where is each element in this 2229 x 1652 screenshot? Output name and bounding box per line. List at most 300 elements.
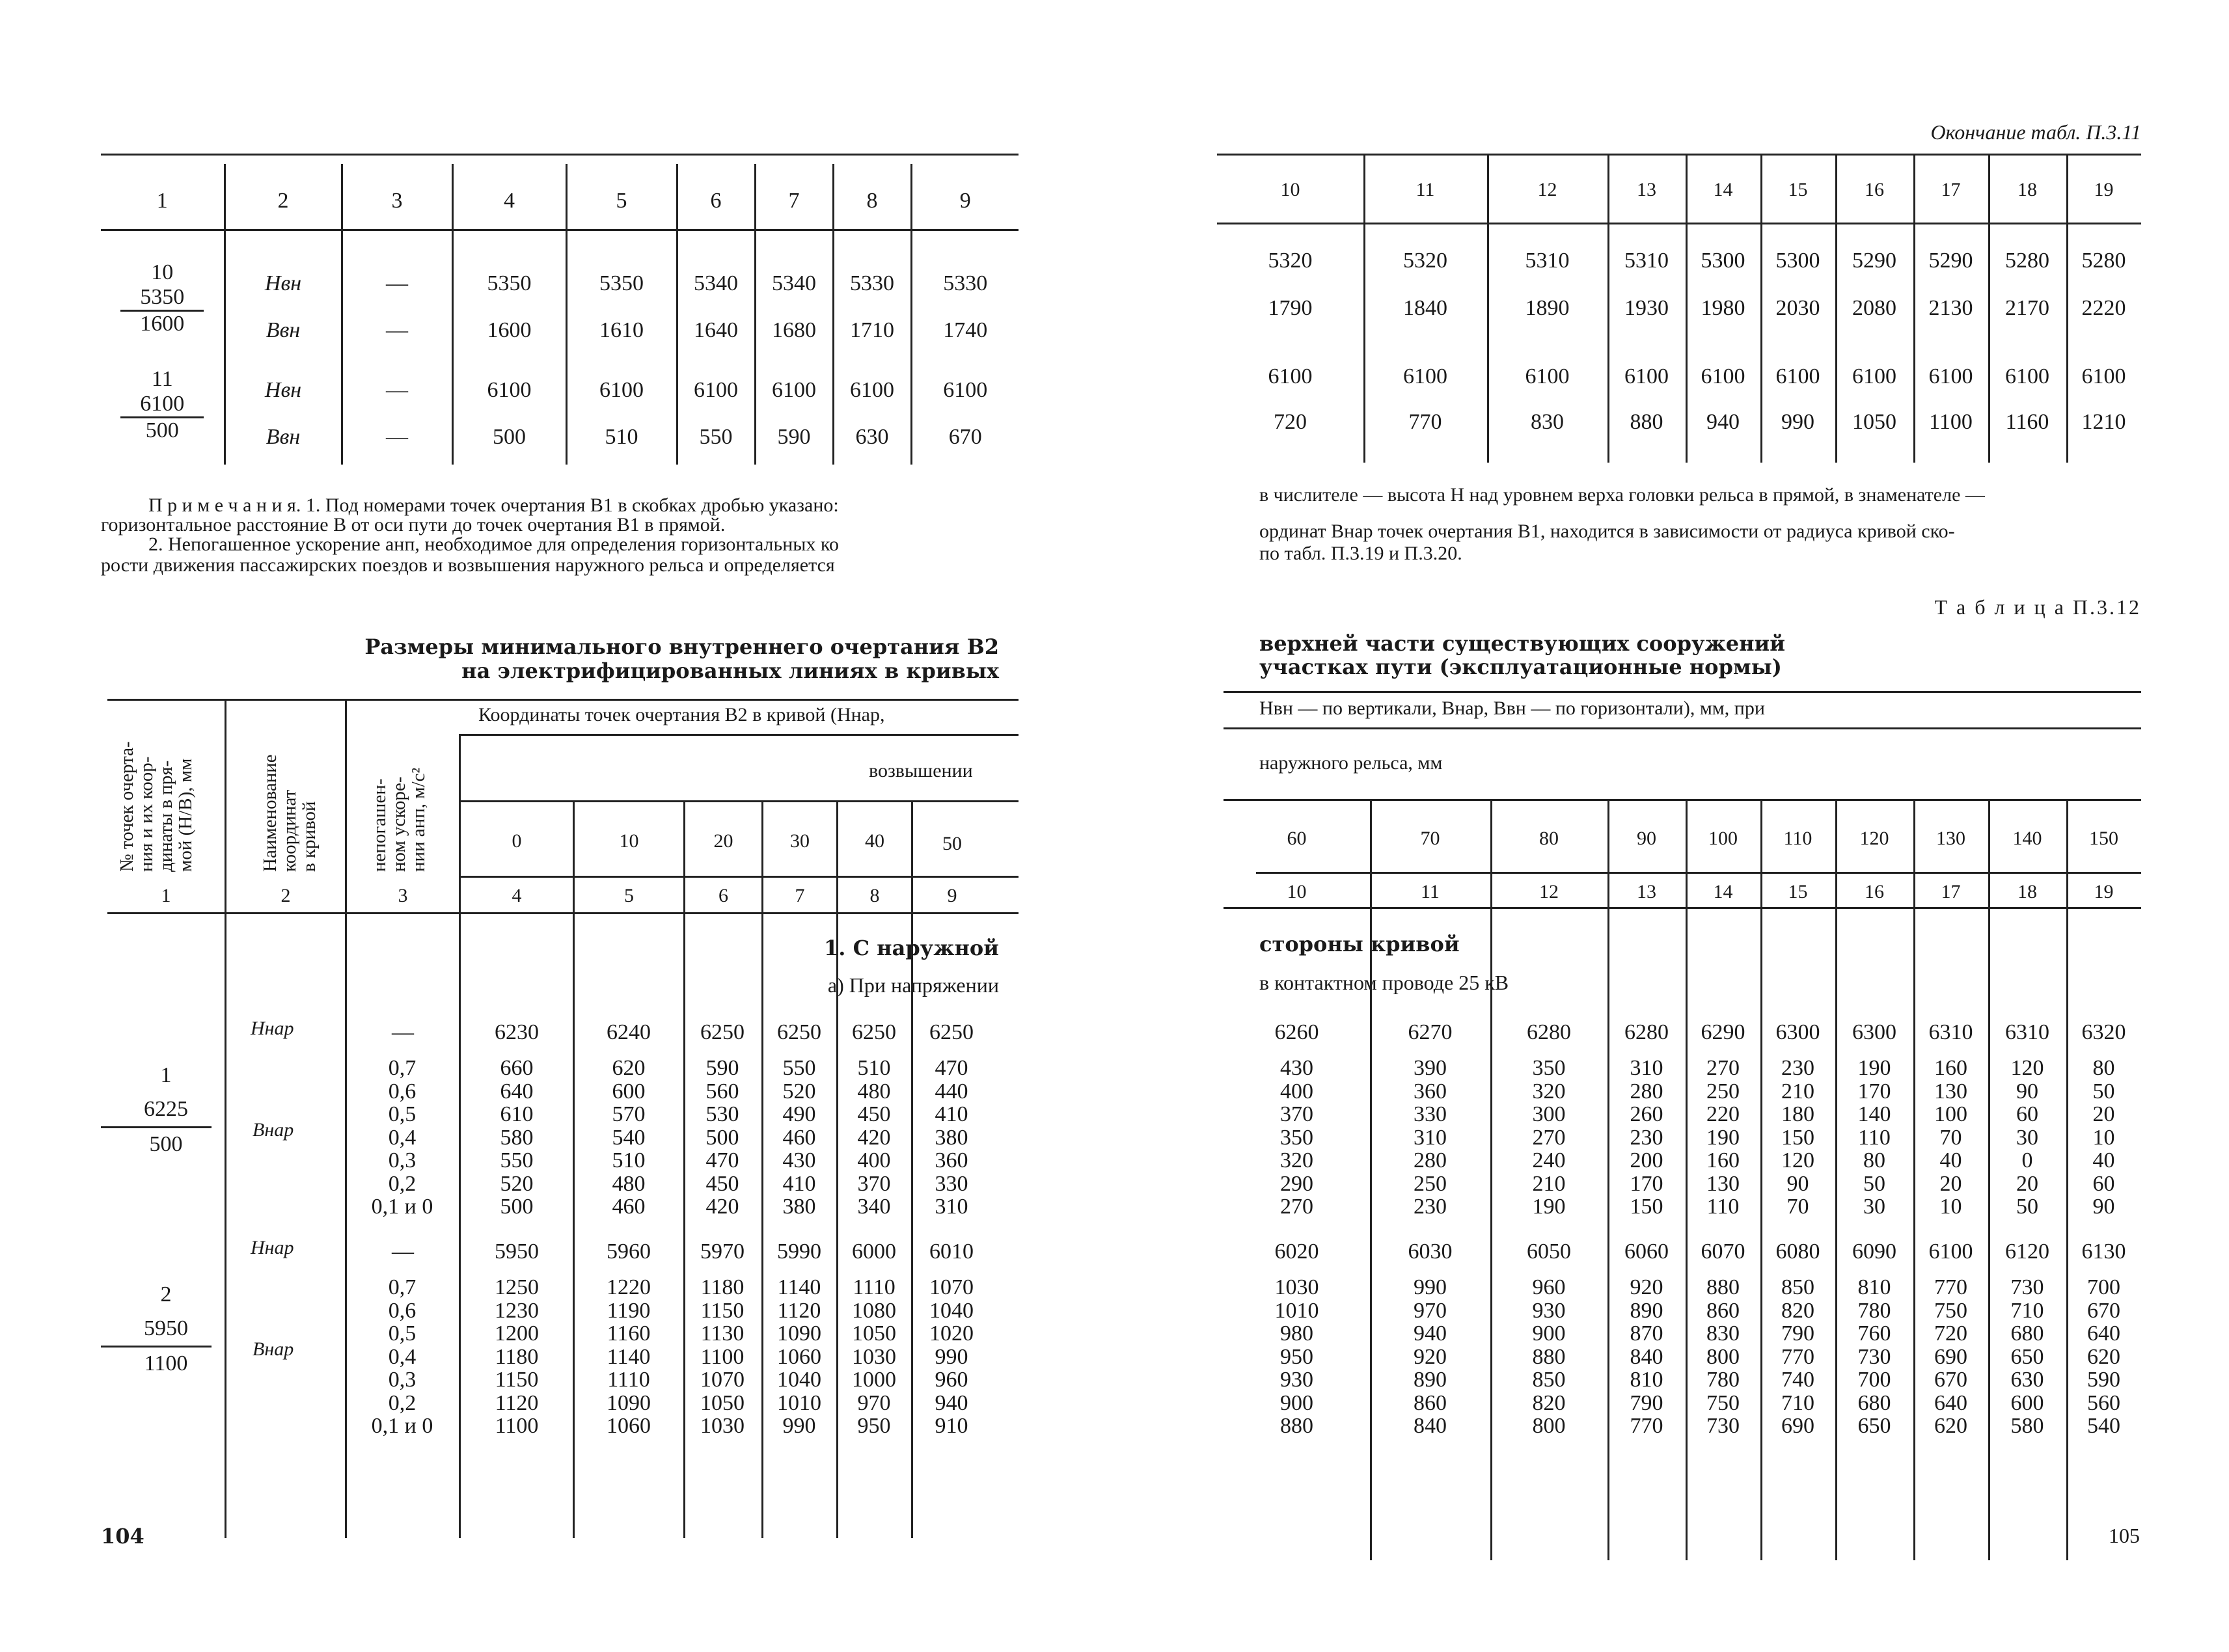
value-header: 90 [1637, 828, 1656, 849]
b-value: 460 [782, 1125, 816, 1150]
value-cell: 1790 [1268, 296, 1313, 320]
fraction-denominator: 1100 [144, 1351, 188, 1375]
b-value: 540 [612, 1125, 646, 1150]
col-number: 4 [512, 885, 522, 906]
h-value: 6100 [599, 378, 644, 402]
left-top-table-header-row [101, 164, 1019, 229]
value-cell [833, 229, 911, 354]
b-value: 400 [1280, 1079, 1313, 1104]
h-value: 5960 [607, 1239, 651, 1264]
b-value: 1140 [777, 1275, 821, 1299]
value-cell: 1100 [1929, 410, 1973, 434]
col-number: 1 [161, 885, 171, 906]
value-cell: 1840 [1403, 296, 1447, 320]
b-value: 580 [500, 1125, 534, 1150]
col-number: 17 [1941, 881, 1961, 902]
right-sub-header: наружного рельса, мм [1259, 752, 1443, 774]
b-value: 910 [935, 1414, 968, 1438]
b-value: 420 [705, 1195, 739, 1219]
b-value: 800 [1532, 1414, 1566, 1438]
b-value: 1020 [929, 1321, 974, 1346]
b-value: 1070 [929, 1275, 974, 1299]
value-cell [911, 229, 1019, 354]
b-value: 750 [1706, 1390, 1740, 1415]
dash: — [386, 378, 408, 402]
b-value: 980 [1280, 1321, 1313, 1346]
point-fraction [120, 285, 204, 336]
b-value: 620 [612, 1056, 646, 1080]
subsection-title: а) При напряжении [827, 973, 999, 997]
value-cell: 1160 [2005, 410, 2049, 434]
b-value: 80 [2092, 1056, 2115, 1080]
b-value: 1040 [777, 1368, 821, 1392]
b-value: 510 [857, 1056, 891, 1080]
b-value: 920 [1414, 1344, 1447, 1369]
header-cell: 15 [1788, 179, 1808, 200]
col-number: 6 [718, 885, 728, 906]
b-value: 200 [1630, 1148, 1663, 1172]
b-value: 510 [612, 1148, 646, 1172]
b-value: 390 [1414, 1056, 1447, 1080]
b-value: 20 [2092, 1102, 2115, 1126]
dash: — [386, 318, 408, 342]
h-value: 6010 [929, 1239, 974, 1264]
h-value: 6310 [1928, 1020, 1973, 1044]
b-value: 810 [1857, 1275, 1891, 1299]
col-number: 15 [1788, 881, 1808, 902]
vertical-rule [1988, 910, 1990, 1560]
col1-header-line: динаты в пря- [156, 760, 176, 872]
coord-b: Внар [253, 1119, 294, 1141]
b-value: 730 [2010, 1275, 2044, 1299]
b-value: 880 [1280, 1414, 1313, 1438]
header-cell: 1 [101, 164, 225, 229]
left-note-line: П р и м е ч а н и я. 1. Под номерами точек очертания В1 в скобках дробью указано: [148, 494, 839, 516]
b-value: 590 [705, 1056, 739, 1080]
col2-header-line: координат [279, 789, 300, 872]
h-value: 6250 [700, 1020, 745, 1044]
col-number: 12 [1539, 881, 1559, 902]
b-value: 720 [1934, 1321, 1967, 1346]
left-vrule [345, 699, 347, 1538]
b-value: 330 [935, 1171, 968, 1196]
b-value: 50 [2092, 1079, 2115, 1104]
b-value: 830 [1706, 1321, 1740, 1346]
fraction-denominator: 500 [145, 418, 179, 442]
b-value: 590 [777, 425, 811, 449]
coord-h: Нвн [264, 271, 302, 295]
b-value: 940 [935, 1390, 968, 1415]
b-value: 880 [1706, 1275, 1740, 1299]
accel-value: 0,5 [388, 1102, 417, 1126]
vertical-rule [1370, 910, 1372, 1560]
value-cell [566, 354, 677, 465]
h-value: 5340 [694, 271, 738, 295]
value-cell: 6100 [1928, 364, 1973, 388]
b-value: 260 [1630, 1102, 1663, 1126]
b-value: 340 [857, 1195, 891, 1219]
b-value: 1710 [850, 318, 894, 342]
value-header: 30 [790, 830, 810, 852]
b-value: 1250 [495, 1275, 539, 1299]
header-cell: 8 [833, 164, 911, 229]
b-value: 1030 [700, 1414, 745, 1438]
b-value: 410 [782, 1171, 816, 1196]
col3-header [370, 768, 428, 872]
b-value: 1140 [607, 1344, 651, 1369]
b-value: 270 [1532, 1125, 1566, 1150]
h-value: 5350 [599, 271, 644, 295]
b-value: 870 [1630, 1321, 1663, 1346]
value-cell: 6100 [1268, 364, 1313, 388]
right-main-rule-values [1256, 872, 2141, 874]
b-value: 1600 [487, 318, 532, 342]
b-value: 430 [782, 1148, 816, 1172]
b-value: 370 [857, 1171, 891, 1196]
dash: — [386, 425, 408, 449]
value-header: 130 [1936, 828, 1965, 849]
b-value: 860 [1706, 1298, 1740, 1323]
h-value: 5970 [700, 1239, 745, 1264]
b-value: 170 [1630, 1171, 1663, 1196]
h-value: 6300 [1852, 1020, 1896, 1044]
header-cell: 12 [1537, 179, 1557, 200]
value-header: 20 [713, 830, 733, 852]
b-value: 670 [948, 425, 982, 449]
value-cell: 940 [1706, 410, 1740, 434]
b-value: 660 [500, 1056, 534, 1080]
b-value: 1010 [777, 1390, 821, 1415]
b-value: 1080 [852, 1298, 896, 1323]
b-value: 700 [1857, 1368, 1891, 1392]
b-value: 700 [2087, 1275, 2120, 1299]
point-cell [101, 229, 225, 354]
vertical-rule [1913, 910, 1915, 1560]
b-value: 630 [855, 425, 889, 449]
vertical-rule [1490, 910, 1492, 1560]
value-cell [566, 229, 677, 354]
coord-h: Ннар [251, 1237, 294, 1258]
left-main-rule-sub2 [459, 800, 1019, 802]
b-value: 990 [1414, 1275, 1447, 1299]
value-cell: 6100 [2005, 364, 2049, 388]
col3-header-line: ном ускоре- [389, 776, 409, 872]
header-cell: 17 [1941, 179, 1961, 200]
coord-b: Внар [253, 1338, 294, 1360]
accel-value: 0,2 [388, 1171, 417, 1196]
b-value: 440 [935, 1079, 968, 1104]
b-value: 100 [1934, 1102, 1967, 1126]
b-value: 770 [1934, 1275, 1967, 1299]
accel-dash: — [392, 1239, 414, 1264]
b-value: 470 [935, 1056, 968, 1080]
section-title: 1. С наружной [824, 936, 999, 960]
b-value: 320 [1532, 1079, 1566, 1104]
value-cell: 6100 [2081, 364, 2126, 388]
value-cell [677, 354, 755, 465]
b-value: 990 [782, 1414, 816, 1438]
b-value: 1060 [777, 1344, 821, 1369]
right-section-title: стороны кривой [1259, 932, 1460, 956]
accel-value: 0,7 [388, 1056, 417, 1080]
accel-value: 0,3 [388, 1368, 417, 1392]
b-value: 1000 [852, 1368, 896, 1392]
col-number: 9 [947, 885, 957, 906]
h-value: 6230 [495, 1020, 539, 1044]
b-value: 500 [500, 1195, 534, 1219]
b-value: 890 [1630, 1298, 1663, 1323]
b-value: 750 [1934, 1298, 1967, 1323]
col3-header-line: нии aнп, м/с² [408, 767, 429, 872]
b-value: 1100 [700, 1344, 745, 1369]
b-value: 250 [1706, 1079, 1740, 1104]
b-value: 1120 [495, 1390, 539, 1415]
left-top-table [101, 164, 1019, 465]
b-value: 1030 [1274, 1275, 1319, 1299]
b-value: 990 [935, 1344, 968, 1369]
b-value: 550 [500, 1148, 534, 1172]
b-value: 840 [1630, 1344, 1663, 1369]
accel-value: 0,6 [388, 1298, 417, 1323]
b-value: 360 [1414, 1079, 1447, 1104]
b-value: 560 [705, 1079, 739, 1104]
fraction-numerator: 6225 [144, 1097, 188, 1121]
b-value: 820 [1781, 1298, 1814, 1323]
b-value: 250 [1414, 1171, 1447, 1196]
h-value: 6320 [2081, 1020, 2126, 1044]
b-value: 1090 [607, 1390, 651, 1415]
b-value: 1090 [777, 1321, 821, 1346]
value-header: 110 [1783, 828, 1812, 849]
b-value: 130 [1706, 1171, 1740, 1196]
value-header: 100 [1708, 828, 1738, 849]
b-value: 770 [1630, 1414, 1663, 1438]
value-header: 0 [512, 830, 522, 852]
b-value: 780 [1857, 1298, 1891, 1323]
h-value: 6100 [1928, 1239, 1973, 1264]
h-value: 5340 [772, 271, 816, 295]
b-value: 900 [1280, 1390, 1313, 1415]
b-value: 970 [1414, 1298, 1447, 1323]
right-subsection-title: в контактном проводе 25 кВ [1259, 971, 1509, 994]
value-header: 150 [2089, 828, 2118, 849]
value-cell: 880 [1630, 410, 1663, 434]
b-value: 270 [1706, 1056, 1740, 1080]
col1-header-line: ния и их коор- [136, 756, 157, 872]
h-value: 5950 [495, 1239, 539, 1264]
b-value: 380 [935, 1125, 968, 1150]
dash: — [386, 271, 408, 295]
fraction-bar [101, 1126, 212, 1128]
left-top-row-10 [101, 229, 1019, 354]
left-vrule [573, 800, 575, 1538]
accel-cell [342, 229, 452, 354]
col2-header-line: в кривой [299, 801, 320, 872]
col-number: 3 [398, 885, 408, 906]
coord-b: Ввн [266, 425, 301, 449]
b-value: 1230 [495, 1298, 539, 1323]
h-value: 6280 [1624, 1020, 1669, 1044]
h-value: 6000 [852, 1239, 896, 1264]
b-value: 430 [1280, 1056, 1313, 1080]
b-value: 310 [1414, 1125, 1447, 1150]
value-cell: 990 [1781, 410, 1814, 434]
right-title-line: верхней части существующих сооружений [1259, 631, 1786, 656]
h-value: 6030 [1408, 1239, 1453, 1264]
col-number: 5 [624, 885, 634, 906]
header-cell: 18 [2017, 179, 2037, 200]
b-value: 880 [1532, 1344, 1566, 1369]
col-number: 10 [1287, 881, 1307, 902]
b-value: 240 [1532, 1148, 1566, 1172]
value-cell: 1890 [1525, 296, 1570, 320]
value-cell [452, 229, 566, 354]
vertical-rule [1760, 910, 1762, 1560]
continuation-label: Окончание табл. П.3.11 [1930, 120, 2141, 144]
b-value: 410 [935, 1102, 968, 1126]
accel-dash: — [392, 1020, 414, 1044]
value-cell: 5280 [2005, 249, 2049, 273]
page-number-left: 104 [101, 1524, 144, 1549]
b-value: 1130 [700, 1321, 745, 1346]
fraction-bar [101, 1346, 212, 1347]
b-value: 950 [857, 1414, 891, 1438]
value-cell: 720 [1274, 410, 1307, 434]
col-number: 16 [1865, 881, 1884, 902]
sub-header: возвышении [869, 760, 973, 781]
value-header: 40 [865, 830, 884, 852]
b-value: 730 [1857, 1344, 1891, 1369]
h-value: 6250 [929, 1020, 974, 1044]
b-value: 270 [1280, 1195, 1313, 1219]
point-fraction [120, 392, 204, 443]
right-main-rule-top [1224, 691, 2141, 693]
value-header: 60 [1287, 828, 1307, 849]
header-cell: 4 [452, 164, 566, 229]
b-value: 230 [1630, 1125, 1663, 1150]
b-value: 520 [782, 1079, 816, 1104]
accel-value: 0,1 и 0 [371, 1414, 433, 1438]
b-value: 90 [1786, 1171, 1809, 1196]
h-value: 6120 [2005, 1239, 2049, 1264]
b-value: 600 [612, 1079, 646, 1104]
b-value: 450 [857, 1102, 891, 1126]
b-value: 540 [2087, 1414, 2120, 1438]
right-title-line: участках пути (эксплуатационные нормы) [1259, 655, 1782, 679]
coord-h: Ннар [251, 1018, 294, 1039]
b-value: 300 [1532, 1102, 1566, 1126]
b-value: 710 [2010, 1298, 2044, 1323]
col-number: 7 [795, 885, 805, 906]
h-value: 6100 [487, 378, 532, 402]
b-value: 290 [1280, 1171, 1313, 1196]
right-main-rule-sub1 [1224, 727, 2141, 729]
b-value: 230 [1781, 1056, 1814, 1080]
header-cell: 9 [959, 189, 971, 213]
header-cell: 11 [1415, 179, 1435, 200]
accel-value: 0,5 [388, 1321, 417, 1346]
b-value: 1110 [607, 1368, 650, 1392]
b-value: 650 [1857, 1414, 1891, 1438]
right-note-line: ординат Внар точек очертания В1, находится в зависимости от радиуса кривой ско- [1259, 521, 1955, 542]
b-value: 280 [1414, 1148, 1447, 1172]
b-value: 230 [1414, 1195, 1447, 1219]
b-value: 0 [2021, 1148, 2033, 1172]
b-value: 760 [1857, 1321, 1891, 1346]
value-cell [911, 354, 1019, 465]
left-top-table-rule-top [101, 154, 1019, 156]
b-value: 20 [2016, 1171, 2038, 1196]
b-value: 220 [1706, 1102, 1740, 1126]
h-value: 6100 [943, 378, 988, 402]
b-value: 50 [2016, 1195, 2038, 1219]
b-value: 850 [1781, 1275, 1814, 1299]
b-value: 930 [1280, 1368, 1313, 1392]
b-value: 800 [1706, 1344, 1740, 1369]
col1-header-line: № точек очерта- [116, 741, 137, 872]
b-value: 30 [2016, 1125, 2038, 1150]
b-value: 70 [1939, 1125, 1962, 1150]
value-cell: 6100 [1701, 364, 1745, 388]
h-value: 6250 [777, 1020, 821, 1044]
right-span-header: Нвн — по вертикали, Внар, Ввн — по горизонтали), мм, при [1259, 697, 1765, 719]
col-number: 8 [869, 885, 880, 906]
left-main-rule-top [107, 699, 1019, 701]
left-main-rule-values [459, 876, 1019, 878]
b-value: 1070 [700, 1368, 745, 1392]
b-value: 60 [2016, 1102, 2038, 1126]
b-value: 120 [2010, 1056, 2044, 1080]
b-value: 1190 [607, 1298, 651, 1323]
col3-header-line: непогашен- [369, 778, 390, 872]
value-header: 70 [1420, 828, 1440, 849]
header-cell: 10 [1280, 179, 1300, 200]
b-value: 840 [1414, 1414, 1447, 1438]
h-value: 6070 [1701, 1239, 1745, 1264]
value-cell: 6100 [1525, 364, 1570, 388]
b-value: 580 [2010, 1414, 2044, 1438]
fraction-numerator: 5350 [120, 285, 204, 312]
header-cell: 2 [225, 164, 342, 229]
value-cell: 5290 [1852, 249, 1896, 273]
b-value: 1180 [495, 1344, 539, 1369]
b-value: 640 [500, 1079, 534, 1104]
b-value: 670 [1934, 1368, 1967, 1392]
h-value: 6300 [1775, 1020, 1820, 1044]
h-value: 6020 [1274, 1239, 1319, 1264]
b-value: 90 [2016, 1079, 2038, 1104]
b-value: 40 [1939, 1148, 1962, 1172]
value-cell: 5320 [1403, 249, 1447, 273]
accel-value: 0,3 [388, 1148, 417, 1172]
right-main-rule-numbers [1224, 907, 2141, 909]
b-value: 530 [705, 1102, 739, 1126]
value-cell: 2130 [1928, 296, 1973, 320]
b-value: 630 [2010, 1368, 2044, 1392]
b-value: 450 [705, 1171, 739, 1196]
b-value: 1010 [1274, 1298, 1319, 1323]
value-cell: 1930 [1624, 296, 1669, 320]
h-value: 6130 [2081, 1239, 2126, 1264]
h-value: 6080 [1775, 1239, 1820, 1264]
b-value: 470 [705, 1148, 739, 1172]
vertical-rule [2066, 910, 2068, 1560]
b-value: 900 [1532, 1321, 1566, 1346]
point-number: 10 [151, 260, 174, 284]
b-value: 1680 [772, 318, 816, 342]
value-cell: 5280 [2081, 249, 2126, 273]
b-value: 400 [857, 1148, 891, 1172]
